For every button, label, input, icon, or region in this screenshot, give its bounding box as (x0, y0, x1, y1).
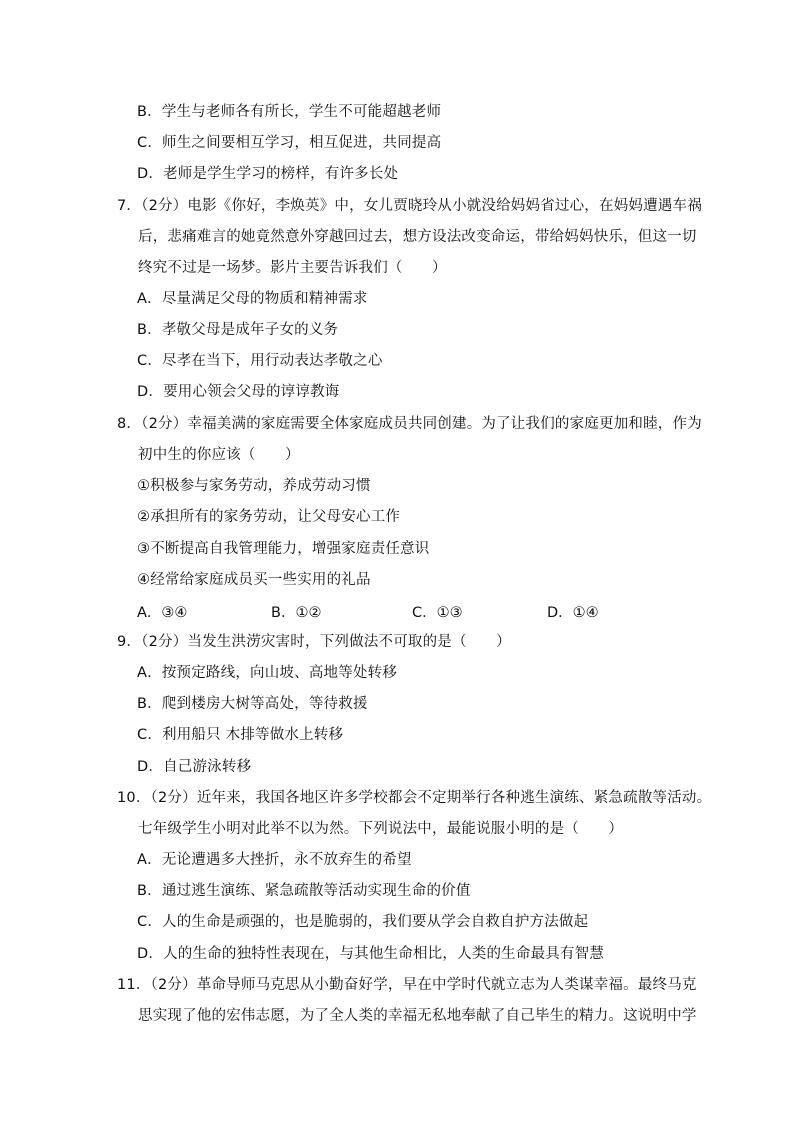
q8-stem-line-1: 8．（2分）幸福美满的家庭需要全体家庭成员共同创建。为了让我们的家庭更加和睦，作为 (117, 416, 702, 432)
q10-stem-line-1: 10．（2分）近年来，我国各地区许多学校都会不定期举行各种逃生演练、紧急疏散等活动。 (117, 790, 712, 806)
q11-stem-line-2: 思实现了他的宏伟志愿，为了全人类的幸福无私地奉献了自己毕生的精力。这说明中学 (138, 1008, 697, 1024)
q9-option-d: D．自己游泳转移 (137, 759, 252, 775)
q8-option-d: D．①④ (547, 605, 599, 621)
q9-option-b: B．爬到楼房大树等高处，等待救援 (137, 696, 368, 712)
q6-option-d: D．老师是学生学习的榜样，有许多长处 (137, 166, 399, 182)
q9-stem-line-1: 9．（2分）当发生洪涝灾害时，下列做法不可取的是（ ） (117, 634, 511, 650)
q9-option-a: A．按预定路线，向山坡、高地等处转移 (137, 665, 398, 681)
q10-stem-line-2: 七年级学生小明对此举不以为然。下列说法中，最能说服小明的是（ ） (138, 821, 624, 837)
q6-option-c: C．师生之间要相互学习，相互促进，共同提高 (137, 135, 442, 151)
q9-option-c: C．利用船只 木排等做水上转移 (137, 727, 344, 743)
q10-option-c: C．人的生命是顽强的，也是脆弱的，我们要从学会自救自护方法做起 (137, 914, 589, 930)
q7-option-c: C．尽孝在当下，用行动表达孝敬之心 (137, 353, 383, 369)
q8-options-row (137, 601, 657, 621)
q10-option-d: D．人的生命的独特性表现在，与其他生命相比，人类的生命最具有智慧 (137, 946, 605, 962)
q10-option-b: B．通过逃生演练、紧急疏散等活动实现生命的价值 (137, 883, 471, 899)
q8-statement-3: ③不断提高自我管理能力，增强家庭责任意识 (137, 541, 430, 557)
q7-stem-line-3: 终究不过是一场梦。影片主要告诉我们（ ） (138, 260, 447, 276)
q7-option-d: D．要用心领会父母的谆谆教诲 (137, 384, 340, 400)
q7-option-b: B．孝敬父母是成年子女的义务 (137, 322, 339, 338)
q8-option-c: C．①③ (412, 605, 463, 621)
q11-stem-line-1: 11．（2分）革命导师马克思从小勤奋好学，早在中学时代就立志为人类谋幸福。最终马克 (117, 977, 697, 993)
q7-stem-line-2: 后，悲痛难言的她竟然意外穿越回过去，想方设法改变命运，带给妈妈快乐，但这一切 (138, 229, 697, 245)
q7-stem-line-1: 7．（2分）电影《你好，李焕英》中，女儿贾晓玲从小就没给妈妈省过心，在妈妈遭遇车祸 (117, 198, 702, 214)
q8-option-a: A．③④ (137, 605, 188, 621)
q6-option-b: B．学生与老师各有所长，学生不可能超越老师 (137, 104, 442, 120)
q10-option-a: A．无论遭遇多大挫折，永不放弃生的希望 (137, 852, 412, 868)
q8-option-b: B．①② (271, 605, 322, 621)
q8-statement-2: ②承担所有的家务劳动，让父母安心工作 (137, 509, 401, 525)
q7-option-a: A．尽量满足父母的物质和精神需求 (137, 291, 368, 307)
q8-statement-1: ①积极参与家务劳动，养成劳动习惯 (137, 478, 371, 494)
q8-stem-line-2: 初中生的你应该（ ） (138, 447, 300, 463)
q8-statement-4: ④经常给家庭成员买一些实用的礼品 (137, 572, 371, 588)
